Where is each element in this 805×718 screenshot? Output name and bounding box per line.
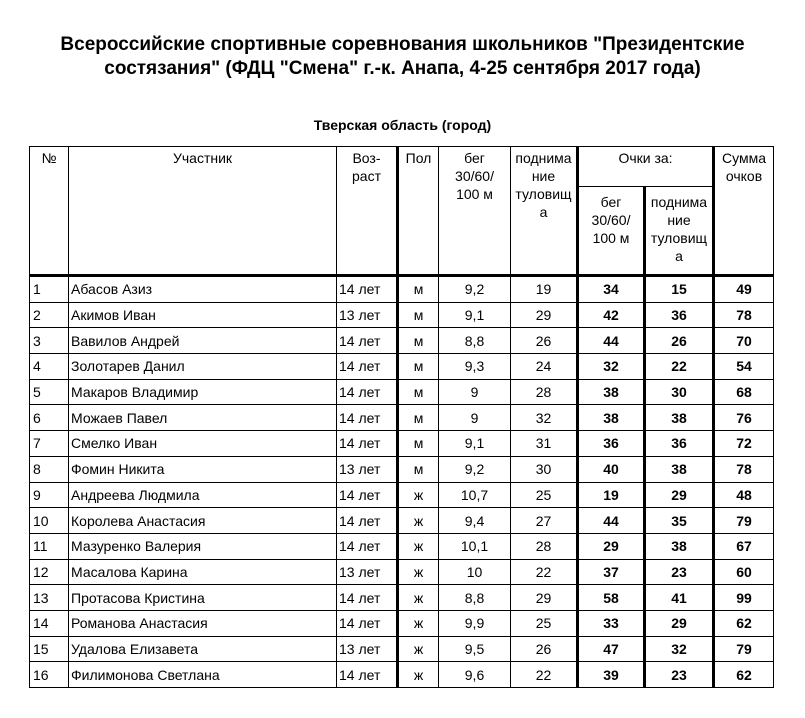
table-row bbox=[30, 559, 774, 585]
cell-age: 14 лет bbox=[337, 610, 398, 636]
cell-points-situps: 29 bbox=[645, 482, 714, 508]
table-row bbox=[30, 585, 774, 611]
cell-points-situps: 15 bbox=[645, 276, 714, 303]
cell-run: 8,8 bbox=[439, 585, 511, 611]
cell-run: 9,1 bbox=[439, 302, 511, 328]
header-sex: Пол bbox=[398, 147, 439, 276]
cell-num: 11 bbox=[30, 533, 69, 559]
cell-age: 14 лет bbox=[337, 482, 398, 508]
cell-num: 2 bbox=[30, 302, 69, 328]
cell-name: Филимонова Светлана bbox=[69, 662, 337, 688]
header-points-for: Очки за: bbox=[578, 147, 714, 187]
cell-total: 54 bbox=[714, 354, 774, 380]
cell-situps: 28 bbox=[511, 379, 578, 405]
cell-sex: ж bbox=[398, 662, 439, 688]
cell-total: 99 bbox=[714, 585, 774, 611]
cell-points-run: 38 bbox=[578, 405, 645, 431]
cell-situps: 30 bbox=[511, 456, 578, 482]
cell-run: 9,5 bbox=[439, 636, 511, 662]
cell-points-run: 33 bbox=[578, 610, 645, 636]
cell-run: 10,7 bbox=[439, 482, 511, 508]
cell-age: 13 лет bbox=[337, 559, 398, 585]
cell-total: 70 bbox=[714, 328, 774, 354]
cell-num: 8 bbox=[30, 456, 69, 482]
cell-age: 14 лет bbox=[337, 354, 398, 380]
cell-name: Фомин Никита bbox=[69, 456, 337, 482]
cell-run: 9 bbox=[439, 405, 511, 431]
cell-total: 72 bbox=[714, 431, 774, 457]
header-num: № bbox=[30, 147, 69, 276]
table-row bbox=[30, 610, 774, 636]
cell-sex: м bbox=[398, 456, 439, 482]
cell-num: 10 bbox=[30, 508, 69, 534]
header-points-situps: поднима ние туловищ а bbox=[645, 187, 714, 276]
cell-name: Можаев Павел bbox=[69, 405, 337, 431]
table-row bbox=[30, 379, 774, 405]
cell-run: 9,2 bbox=[439, 456, 511, 482]
cell-age: 13 лет bbox=[337, 302, 398, 328]
cell-num: 5 bbox=[30, 379, 69, 405]
cell-points-situps: 32 bbox=[645, 636, 714, 662]
cell-points-situps: 22 bbox=[645, 354, 714, 380]
cell-run: 9,2 bbox=[439, 276, 511, 303]
title-line-1: Всероссийские спортивные соревнования школьников "Президентские bbox=[60, 34, 745, 55]
cell-name: Смелко Иван bbox=[69, 431, 337, 457]
cell-situps: 25 bbox=[511, 482, 578, 508]
region-heading: Тверская область (город) bbox=[313, 117, 492, 133]
table-row bbox=[30, 482, 774, 508]
table-row bbox=[30, 276, 774, 303]
table-row bbox=[30, 508, 774, 534]
cell-points-situps: 26 bbox=[645, 328, 714, 354]
cell-sex: ж bbox=[398, 508, 439, 534]
cell-age: 13 лет bbox=[337, 636, 398, 662]
cell-name: Макаров Владимир bbox=[69, 379, 337, 405]
cell-name: Золотарев Данил bbox=[69, 354, 337, 380]
cell-sex: м bbox=[398, 302, 439, 328]
cell-situps: 29 bbox=[511, 302, 578, 328]
cell-situps: 29 bbox=[511, 585, 578, 611]
cell-total: 78 bbox=[714, 456, 774, 482]
table-row bbox=[30, 636, 774, 662]
cell-num: 13 bbox=[30, 585, 69, 611]
table-row bbox=[30, 533, 774, 559]
cell-points-situps: 38 bbox=[645, 456, 714, 482]
cell-name: Королева Анастасия bbox=[69, 508, 337, 534]
cell-run: 10 bbox=[439, 559, 511, 585]
cell-total: 62 bbox=[714, 610, 774, 636]
cell-age: 14 лет bbox=[337, 508, 398, 534]
cell-sex: ж bbox=[398, 533, 439, 559]
cell-age: 14 лет bbox=[337, 585, 398, 611]
cell-age: 14 лет bbox=[337, 276, 398, 303]
cell-points-run: 40 bbox=[578, 456, 645, 482]
table-row bbox=[30, 302, 774, 328]
cell-situps: 25 bbox=[511, 610, 578, 636]
cell-age: 14 лет bbox=[337, 533, 398, 559]
cell-sex: ж bbox=[398, 585, 439, 611]
cell-num: 16 bbox=[30, 662, 69, 688]
cell-situps: 22 bbox=[511, 662, 578, 688]
results-table bbox=[29, 146, 774, 688]
cell-name: Андреева Людмила bbox=[69, 482, 337, 508]
cell-run: 10,1 bbox=[439, 533, 511, 559]
cell-num: 1 bbox=[30, 276, 69, 303]
header-run: бег 30/60/ 100 м bbox=[439, 147, 511, 276]
cell-name: Вавилов Андрей bbox=[69, 328, 337, 354]
cell-points-situps: 38 bbox=[645, 533, 714, 559]
cell-num: 12 bbox=[30, 559, 69, 585]
cell-total: 60 bbox=[714, 559, 774, 585]
cell-total: 48 bbox=[714, 482, 774, 508]
cell-points-situps: 23 bbox=[645, 662, 714, 688]
cell-sex: м bbox=[398, 379, 439, 405]
header-participant: Участник bbox=[69, 147, 337, 276]
cell-sex: ж bbox=[398, 482, 439, 508]
cell-situps: 31 bbox=[511, 431, 578, 457]
cell-name: Мазуренко Валерия bbox=[69, 533, 337, 559]
cell-sex: м bbox=[398, 354, 439, 380]
cell-num: 7 bbox=[30, 431, 69, 457]
cell-total: 78 bbox=[714, 302, 774, 328]
cell-points-situps: 30 bbox=[645, 379, 714, 405]
cell-run: 9,1 bbox=[439, 431, 511, 457]
header-age: Воз- раст bbox=[337, 147, 398, 276]
cell-age: 14 лет bbox=[337, 662, 398, 688]
cell-name: Масалова Карина bbox=[69, 559, 337, 585]
cell-run: 9,9 bbox=[439, 610, 511, 636]
table-row bbox=[30, 328, 774, 354]
cell-num: 15 bbox=[30, 636, 69, 662]
cell-age: 14 лет bbox=[337, 379, 398, 405]
cell-total: 79 bbox=[714, 508, 774, 534]
cell-name: Абасов Азиз bbox=[69, 276, 337, 303]
cell-points-run: 44 bbox=[578, 328, 645, 354]
cell-num: 14 bbox=[30, 610, 69, 636]
cell-age: 13 лет bbox=[337, 456, 398, 482]
header-situps: поднима ние туловищ а bbox=[511, 147, 578, 276]
cell-name: Романова Анастасия bbox=[69, 610, 337, 636]
cell-run: 9,3 bbox=[439, 354, 511, 380]
cell-situps: 32 bbox=[511, 405, 578, 431]
table-row bbox=[30, 354, 774, 380]
table-row bbox=[30, 456, 774, 482]
cell-sex: ж bbox=[398, 610, 439, 636]
cell-num: 4 bbox=[30, 354, 69, 380]
cell-points-run: 39 bbox=[578, 662, 645, 688]
cell-points-run: 58 bbox=[578, 585, 645, 611]
cell-points-run: 44 bbox=[578, 508, 645, 534]
cell-run: 9 bbox=[439, 379, 511, 405]
cell-sex: ж bbox=[398, 636, 439, 662]
cell-situps: 19 bbox=[511, 276, 578, 303]
cell-num: 3 bbox=[30, 328, 69, 354]
cell-total: 79 bbox=[714, 636, 774, 662]
cell-situps: 27 bbox=[511, 508, 578, 534]
cell-name: Протасова Кристина bbox=[69, 585, 337, 611]
header-total: Сумма очков bbox=[714, 147, 774, 276]
table-row bbox=[30, 431, 774, 457]
header-points-run: бег 30/60/ 100 м bbox=[578, 187, 645, 276]
cell-sex: м bbox=[398, 328, 439, 354]
cell-age: 14 лет bbox=[337, 405, 398, 431]
table-row bbox=[30, 405, 774, 431]
cell-situps: 26 bbox=[511, 636, 578, 662]
cell-points-run: 42 bbox=[578, 302, 645, 328]
cell-points-run: 29 bbox=[578, 533, 645, 559]
cell-run: 8,8 bbox=[439, 328, 511, 354]
cell-points-run: 34 bbox=[578, 276, 645, 303]
cell-total: 68 bbox=[714, 379, 774, 405]
cell-run: 9,4 bbox=[439, 508, 511, 534]
cell-total: 67 bbox=[714, 533, 774, 559]
cell-num: 6 bbox=[30, 405, 69, 431]
table-row bbox=[30, 662, 774, 688]
cell-points-situps: 29 bbox=[645, 610, 714, 636]
cell-situps: 22 bbox=[511, 559, 578, 585]
cell-points-run: 47 bbox=[578, 636, 645, 662]
document-title bbox=[0, 33, 805, 81]
cell-num: 9 bbox=[30, 482, 69, 508]
cell-name: Удалова Елизавета bbox=[69, 636, 337, 662]
cell-name: Акимов Иван bbox=[69, 302, 337, 328]
cell-points-run: 37 bbox=[578, 559, 645, 585]
cell-age: 14 лет bbox=[337, 328, 398, 354]
cell-points-run: 36 bbox=[578, 431, 645, 457]
table-header bbox=[30, 147, 774, 276]
cell-total: 76 bbox=[714, 405, 774, 431]
cell-sex: м bbox=[398, 405, 439, 431]
cell-points-situps: 35 bbox=[645, 508, 714, 534]
cell-points-run: 19 bbox=[578, 482, 645, 508]
cell-sex: м bbox=[398, 431, 439, 457]
cell-age: 14 лет bbox=[337, 431, 398, 457]
cell-run: 9,6 bbox=[439, 662, 511, 688]
cell-situps: 28 bbox=[511, 533, 578, 559]
cell-points-situps: 36 bbox=[645, 431, 714, 457]
table-body bbox=[30, 276, 774, 688]
cell-points-run: 38 bbox=[578, 379, 645, 405]
cell-situps: 26 bbox=[511, 328, 578, 354]
cell-points-situps: 23 bbox=[645, 559, 714, 585]
cell-points-situps: 41 bbox=[645, 585, 714, 611]
cell-total: 62 bbox=[714, 662, 774, 688]
title-line-2: состязания" (ФДЦ "Смена" г.-к. Анапа, 4-25 сентября 2017 года) bbox=[104, 58, 701, 79]
cell-points-situps: 36 bbox=[645, 302, 714, 328]
cell-sex: м bbox=[398, 276, 439, 303]
cell-points-run: 32 bbox=[578, 354, 645, 380]
cell-points-situps: 38 bbox=[645, 405, 714, 431]
cell-sex: ж bbox=[398, 559, 439, 585]
cell-total: 49 bbox=[714, 276, 774, 303]
cell-situps: 24 bbox=[511, 354, 578, 380]
